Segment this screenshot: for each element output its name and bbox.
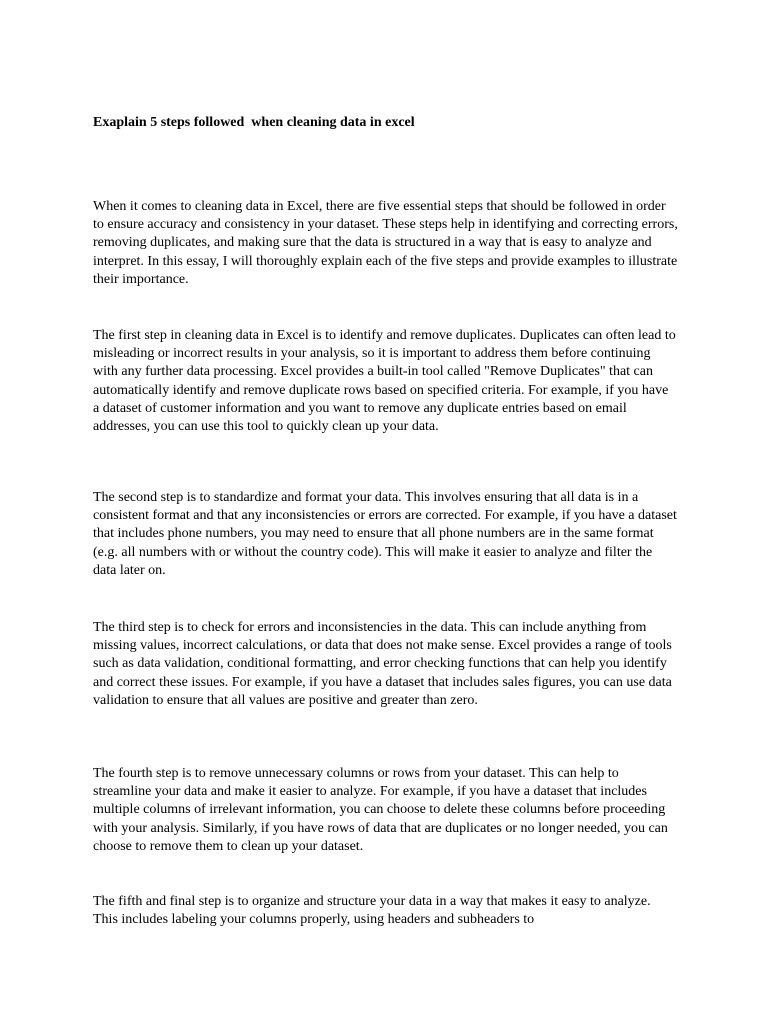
paragraph-step-4: The fourth step is to remove unnecessary columns or rows from your dataset. This can help to streamline your data and make it easier to analyze. For example, if you have a dataset that includes multiple columns of irrelevant information, you can choose to delete these columns before proceeding with your analysis. Similarly, if you have rows of data that are duplicates or no longer needed, you can choose to remove them to clean up your dataset. [93,766,668,854]
paragraph-step-1: The first step in cleaning data in Excel is to identify and remove duplicates. Duplicates can often lead to misleading or incorrect results in your analysis, so it is important to address them before continuing with any further data processing. Excel provides a built-in tool called "Remove Duplicates" that can automatically identify and remove duplicate rows based on specified criteria. For example, if you have a dataset of customer information and you want to remove any duplicate entries based on email addresses, you can use this tool to quickly clean up your data. [93,328,676,435]
paragraph-step-5: The fifth and final step is to organize and structure your data in a way that makes it easy to analyze. This includes labeling your columns properly, using headers and subheaders to [93,894,651,928]
document-title: Exaplain 5 steps followed when cleaning data in excel [93,115,415,130]
paragraph-introduction: When it comes to cleaning data in Excel, there are five essential steps that should be followed in order to ensure accuracy and consistency in your dataset. These steps help in identifying and correcting errors, removing duplicates, and making sure that the data is structured in a way that is easy to analyze and interpret. In this essay, I will thoroughly explain each of the five steps and provide examples to illustrate their importance. [93,199,678,287]
paragraph-step-2: The second step is to standardize and format your data. This involves ensuring that all data is in a consistent format and that any inconsistencies or errors are corrected. For example, if you have a dataset that includes phone numbers, you may need to ensure that all phone numbers are in the same format (e.g. all numbers with or without the country code). This will make it easier to analyze and filter the data later on. [93,490,677,578]
paragraph-step-3: The third step is to check for errors and inconsistencies in the data. This can include anything from missing values, incorrect calculations, or data that does not make sense. Excel provides a range of tools such as data validation, conditional formatting, and error checking functions that can help you identify and correct these issues. For example, if you have a dataset that includes sales figures, you can use data validation to ensure that all values are positive and greater than zero. [93,620,672,708]
